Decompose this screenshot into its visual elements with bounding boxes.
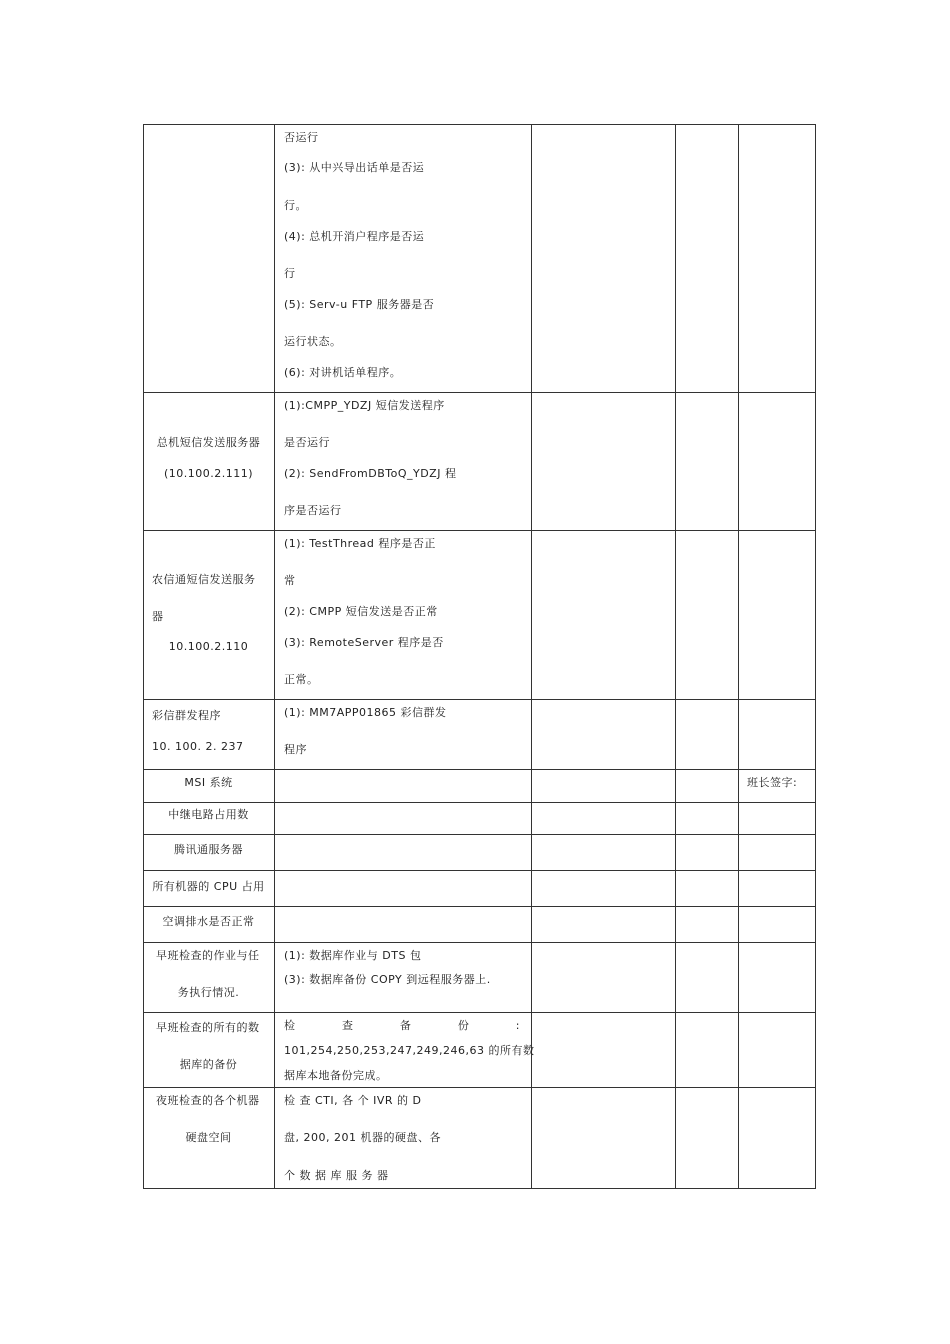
check-item-text: (1): MM7APP01865 彩信群发: [284, 706, 447, 719]
check-item-text: 序是否运行: [284, 504, 342, 517]
check-name: 夜班检查的各个机器: [156, 1094, 260, 1107]
justified-char: 检: [284, 1019, 296, 1032]
check-item-text: (2): SendFromDBToQ_YDZJ 程: [284, 467, 457, 480]
check-name: 腾讯通服务器: [174, 843, 243, 856]
check-item-text: 盘, 200, 201 机器的硬盘、各: [284, 1131, 441, 1144]
check-item-text: 据库本地备份完成。: [284, 1069, 388, 1082]
server-ip: 10.100.2.110: [168, 640, 249, 653]
check-item-text: (4): 总机开消户程序是否运: [284, 230, 425, 243]
justified-char: 份: [457, 1019, 470, 1032]
row-divider: [143, 834, 816, 835]
table-border-top: [143, 124, 816, 125]
server-name: 农信通短信发送服务: [152, 573, 256, 586]
check-item-text: (1): 数据库作业与 DTS 包: [284, 949, 422, 962]
check-item-text: [284, 1019, 520, 1033]
check-name-cont: 硬盘空间: [185, 1131, 232, 1144]
check-item-text: 个 数 据 库 服 务 器: [284, 1169, 389, 1182]
check-name: 早班检查的作业与任: [156, 949, 260, 962]
check-item-text: (1):CMPP_YDZJ 短信发送程序: [284, 399, 445, 412]
check-item-text: 否运行: [284, 131, 319, 144]
check-item-text: 行: [284, 267, 296, 280]
row-divider: [143, 699, 816, 700]
check-name: 空调排水是否正常: [162, 915, 255, 928]
check-item-text: 是否运行: [284, 436, 330, 449]
check-item-text: (5): Serv-u FTP 服务器是否: [284, 298, 435, 311]
check-item-text: 运行状态。: [284, 335, 342, 348]
check-item-text: 检 查 CTI, 各 个 IVR 的 D: [284, 1094, 422, 1107]
row-divider: [143, 942, 816, 943]
monitor-signature-label: 班长签字:: [747, 776, 798, 789]
row-divider: [143, 870, 816, 871]
system-name: MSI 系统: [184, 776, 233, 789]
check-item-text: (3): RemoteServer 程序是否: [284, 636, 444, 649]
column-divider: [738, 124, 739, 1189]
server-name: 总机短信发送服务器: [156, 436, 261, 449]
server-name-cont: 器: [152, 610, 164, 623]
check-item-text: 正常。: [284, 673, 319, 686]
server-ip: 10. 100. 2. 237: [152, 740, 244, 753]
check-item-text: 101,254,250,253,247,249,246,63 的所有数: [284, 1044, 535, 1057]
server-ip: (10.100.2.111): [163, 467, 254, 480]
table-border-right: [815, 124, 816, 1189]
check-item-text: (1): TestThread 程序是否正: [284, 537, 436, 550]
justified-char: 备: [399, 1019, 412, 1032]
row-divider: [143, 392, 816, 393]
justified-char: 查: [341, 1019, 354, 1032]
column-divider: [675, 124, 676, 1189]
check-item-text: (6): 对讲机话单程序。: [284, 366, 402, 379]
check-item-text: 行。: [284, 199, 307, 212]
check-name-cont: 据库的备份: [179, 1058, 238, 1071]
row-divider: [143, 802, 816, 803]
row-divider: [143, 530, 816, 531]
check-item-text: (2): CMPP 短信发送是否正常: [284, 605, 438, 618]
check-item-text: (3): 数据库备份 COPY 到远程服务器上.: [284, 973, 491, 986]
check-item-text: (3): 从中兴导出话单是否运: [284, 161, 425, 174]
row-divider: [143, 1012, 816, 1013]
check-name-cont: 务执行情况.: [177, 986, 240, 999]
table-border-left: [143, 124, 144, 1189]
row-divider: [143, 906, 816, 907]
row-divider: [143, 1087, 816, 1088]
check-item-text: 程序: [284, 743, 307, 756]
check-item-text: 常: [284, 574, 296, 587]
check-name: 中继电路占用数: [168, 808, 249, 821]
check-name: 早班检查的所有的数: [156, 1021, 260, 1034]
check-name: 所有机器的 CPU 占用: [152, 880, 265, 893]
table-border-bottom: [143, 1188, 816, 1189]
column-divider: [531, 124, 532, 1189]
column-divider: [274, 124, 275, 1189]
row-divider: [143, 769, 816, 770]
inspection-table: [143, 124, 816, 1189]
justified-char: :: [515, 1019, 520, 1032]
server-name: 彩信群发程序: [152, 709, 221, 722]
